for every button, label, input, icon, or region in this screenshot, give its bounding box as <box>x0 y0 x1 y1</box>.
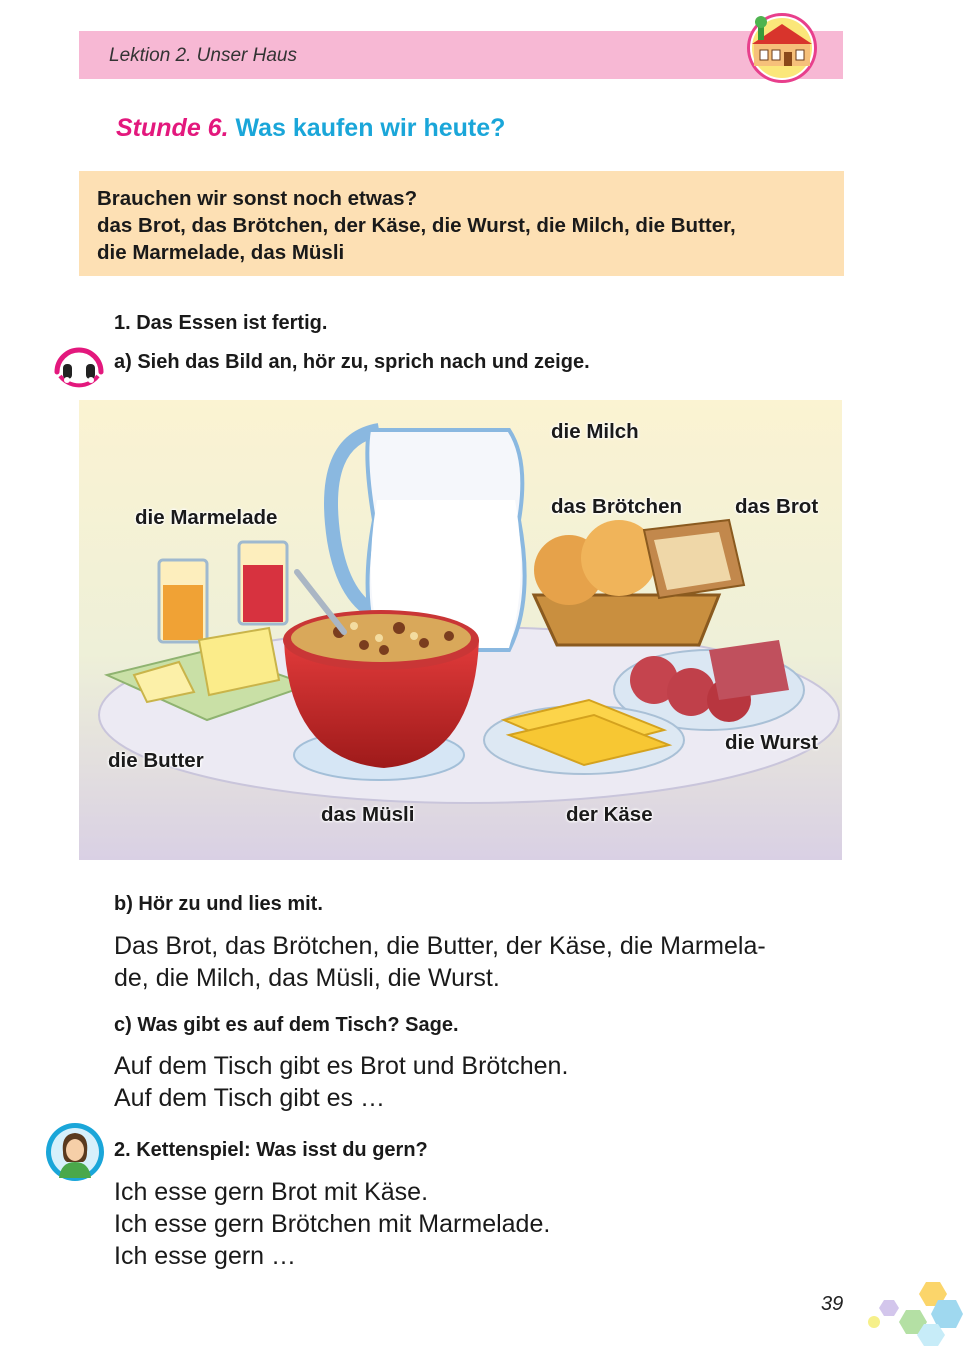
label-cheese: der Käse <box>566 803 653 826</box>
task1c-heading: c) Was gibt es auf dem Tisch? Sage. <box>114 1014 459 1036</box>
label-jam: die Marmelade <box>135 506 278 529</box>
label-milk: die Milch <box>551 420 639 443</box>
lesson-title <box>116 114 505 143</box>
vocab-line: das Brot, das Brötchen, der Käse, die Wurst, die Milch, die Butter, <box>97 214 736 237</box>
page-number: 39 <box>821 1293 844 1315</box>
vocabulary-box <box>79 171 844 276</box>
lesson-number: Stunde 6. <box>116 114 229 142</box>
task1b-text-line: Das Brot, das Brötchen, die Butter, der Käse, die Marmela- <box>114 932 766 960</box>
task2-text-line: Ich esse gern Brot mit Käse. <box>114 1178 429 1206</box>
task2-heading: 2. Kettenspiel: Was isst du gern? <box>114 1139 428 1161</box>
lesson-header <box>79 31 843 79</box>
girl-avatar-icon <box>45 1122 105 1182</box>
lesson-name: Was kaufen wir heute? <box>235 114 506 142</box>
label-roll: das Brötchen <box>551 495 682 518</box>
task1c-text-line: Auf dem Tisch gibt es … <box>114 1084 385 1112</box>
breakfast-scene <box>79 400 842 860</box>
task1-heading: 1. Das Essen ist fertig. <box>114 312 328 334</box>
hexagon-decoration <box>866 1282 963 1346</box>
label-butter: die Butter <box>108 749 204 772</box>
lesson-label: Lektion 2. Unser Haus <box>109 45 297 66</box>
task1a-instruction: a) Sieh das Bild an, hör zu, sprich nach und zeige. <box>114 351 590 373</box>
vocab-line: die Marmelade, das Müsli <box>97 241 345 264</box>
task1b-heading: b) Hör zu und lies mit. <box>114 893 323 915</box>
breakfast-illustration <box>79 400 842 860</box>
vocab-line: Brauchen wir sonst noch etwas? <box>97 187 418 210</box>
headphones-icon[interactable] <box>50 334 108 392</box>
label-sausage: die Wurst <box>725 731 819 754</box>
task2-text-line: Ich esse gern Brötchen mit Marmelade. <box>114 1210 551 1238</box>
label-bread: das Brot <box>735 495 819 518</box>
task1b-text-line: de, die Milch, das Müsli, die Wurst. <box>114 964 500 992</box>
task2-text-line: Ich esse gern … <box>114 1242 297 1270</box>
task1c-text-line: Auf dem Tisch gibt es Brot und Brötchen. <box>114 1052 569 1080</box>
label-muesli: das Müsli <box>321 803 415 826</box>
house-icon <box>746 12 818 84</box>
